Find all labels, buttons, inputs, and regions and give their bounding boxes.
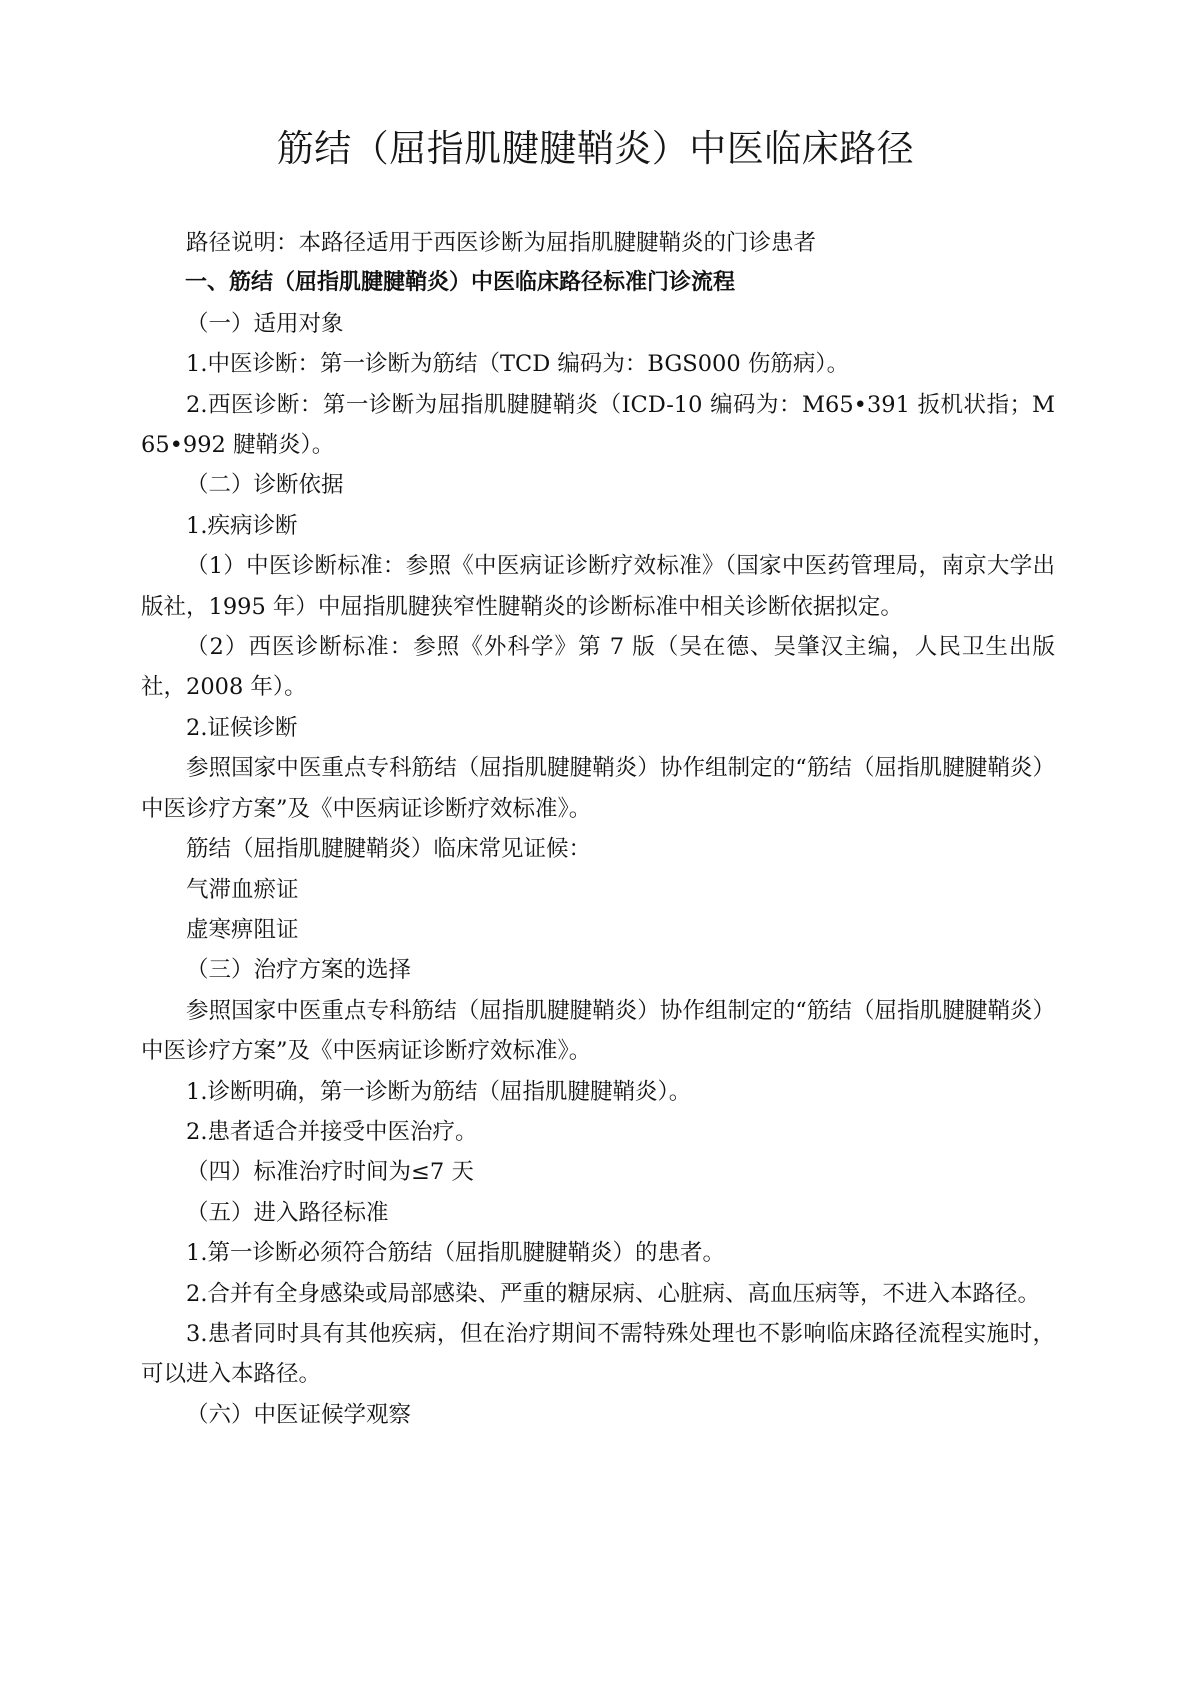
paragraph: 3.患者同时具有其他疾病，但在治疗期间不需特殊处理也不影响临床路径流程实施时，可以进入本路径。: [141, 1320, 1055, 1388]
subsection-heading: （五）进入路径标准: [186, 1199, 389, 1226]
paragraph: 2.患者适合并接受中医治疗。: [186, 1118, 478, 1145]
subsection-heading: （一）适用对象: [186, 310, 344, 337]
syndrome-item: 虚寒痹阻证: [186, 916, 299, 943]
paragraph: 1.诊断明确，第一诊断为筋结（屈指肌腱腱鞘炎）。: [186, 1078, 692, 1105]
paragraph: 参照国家中医重点专科筋结（屈指肌腱腱鞘炎）协作组制定的“筋结（屈指肌腱腱鞘炎）中医诊疗方案”及《中医病证诊断疗效标准》。: [141, 997, 1055, 1065]
paragraph: 2.证候诊断: [186, 714, 298, 741]
section-heading-1: 一、筋结（屈指肌腱腱鞘炎）中医临床路径标准门诊流程: [185, 270, 736, 296]
paragraph: 筋结（屈指肌腱腱鞘炎）临床常见证候：: [186, 836, 592, 863]
paragraph: 2.西医诊断：第一诊断为屈指肌腱腱鞘炎（ICD-10 编码为：M65•391 扳机状指；M65•992 腱鞘炎）。: [141, 391, 1055, 459]
paragraph: 1.第一诊断必须符合筋结（屈指肌腱腱鞘炎）的患者。: [186, 1240, 725, 1267]
paragraph: 1.中医诊断：第一诊断为筋结（TCD 编码为：BGS000 伤筋病）。: [186, 351, 850, 378]
subsection-heading: （三）治疗方案的选择: [186, 957, 412, 984]
syndrome-item: 气滞血瘀证: [186, 876, 299, 903]
paragraph: 参照国家中医重点专科筋结（屈指肌腱腱鞘炎）协作组制定的“筋结（屈指肌腱腱鞘炎）中医诊疗方案”及《中医病证诊断疗效标准》。: [141, 755, 1055, 822]
document-body: [141, 223, 1055, 1435]
subsection-heading: （六）中医证候学观察: [186, 1401, 412, 1428]
path-description: 路径说明：本路径适用于西医诊断为屈指肌腱腱鞘炎的门诊患者: [186, 230, 817, 256]
subsection-heading: （二）诊断依据: [186, 472, 344, 499]
paragraph: （1）中医诊断标准：参照《中医病证诊断疗效标准》（国家中医药管理局，南京大学出版社，1995 年）中屈指肌腱狭窄性腱鞘炎的诊断标准中相关诊断依据拟定。: [141, 553, 1055, 620]
paragraph: 2.合并有全身感染或局部感染、严重的糖尿病、心脏病、高血压病等，不进入本路径。: [186, 1280, 1040, 1307]
document-title: 筋结（屈指肌腱腱鞘炎）中医临床路径: [276, 127, 915, 170]
subsection-heading: （四）标准治疗时间为≤7 天: [186, 1159, 474, 1186]
paragraph: 1.疾病诊断: [186, 512, 298, 539]
paragraph: （2）西医诊断标准：参照《外科学》第 7 版（吴在德、吴肇汉主编，人民卫生出版社，2008 年）。: [141, 634, 1055, 701]
